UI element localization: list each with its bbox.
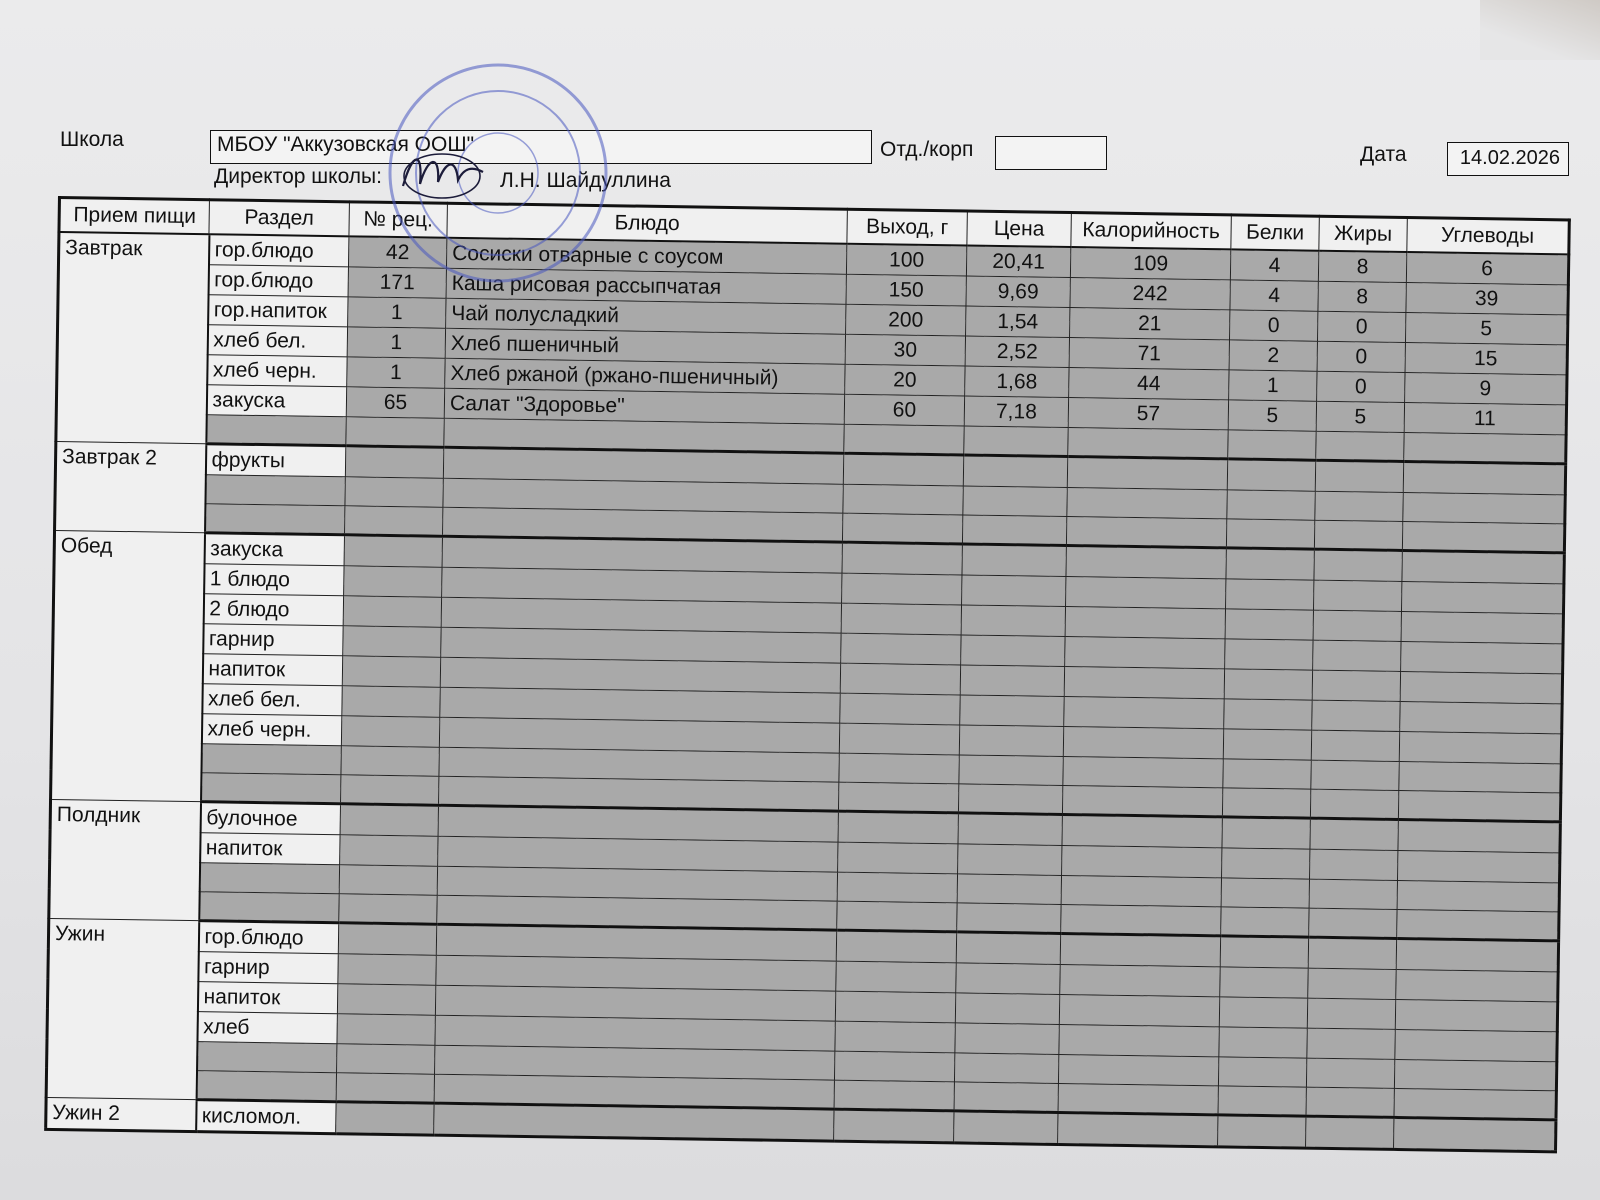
price-cell[interactable]	[964, 425, 1068, 456]
protein-cell[interactable]	[1219, 1026, 1307, 1057]
protein-cell[interactable]	[1220, 935, 1308, 967]
carbs-cell[interactable]	[1397, 909, 1559, 940]
yield-cell[interactable]: 20	[845, 364, 965, 396]
section-cell[interactable]: хлеб бел.	[207, 324, 347, 356]
col-dish-header: Блюдо	[447, 203, 847, 243]
protein-cell[interactable]	[1222, 787, 1310, 817]
carbs-cell[interactable]	[1396, 938, 1558, 971]
fat-cell[interactable]	[1308, 937, 1396, 969]
meal-name-cell: Обед	[51, 530, 205, 801]
protein-cell[interactable]	[1226, 547, 1314, 579]
section-cell[interactable]: гор.напиток	[208, 294, 348, 326]
meal-name-cell: Ужин 2	[46, 1097, 196, 1131]
carbs-cell[interactable]	[1398, 790, 1560, 821]
protein-cell[interactable]	[1222, 847, 1310, 878]
recipe-cell[interactable]	[336, 1072, 434, 1102]
yield-cell[interactable]	[834, 1080, 954, 1111]
fat-cell[interactable]	[1311, 760, 1399, 790]
meal-name-cell: Завтрак 2	[55, 441, 206, 532]
carbs-cell[interactable]	[1394, 1088, 1556, 1119]
protein-cell[interactable]	[1224, 668, 1312, 699]
calories-cell[interactable]	[1060, 964, 1220, 996]
section-cell[interactable]	[205, 503, 345, 534]
protein-cell[interactable]	[1218, 1114, 1306, 1147]
section-cell[interactable]	[206, 414, 346, 445]
dish-cell[interactable]	[434, 1103, 834, 1141]
fat-cell[interactable]	[1306, 1058, 1394, 1088]
director-name: Л.Н. Шайдуллина	[500, 169, 671, 192]
fat-cell[interactable]	[1307, 998, 1395, 1029]
recipe-cell[interactable]	[336, 1101, 434, 1134]
col-yield-header: Выход, г	[847, 209, 967, 245]
school-label: Школа	[60, 128, 124, 151]
price-cell[interactable]	[954, 1110, 1058, 1144]
yield-cell[interactable]	[844, 424, 964, 455]
yield-cell[interactable]: 100	[846, 243, 966, 275]
recipe-cell[interactable]	[346, 416, 444, 446]
yield-cell[interactable]	[837, 901, 957, 932]
yield-cell[interactable]	[835, 1021, 955, 1053]
dept-label: Отд./корп	[880, 138, 974, 161]
yield-cell[interactable]	[834, 1051, 954, 1082]
section-cell[interactable]: хлеб	[197, 1011, 337, 1043]
calories-cell[interactable]	[1058, 1054, 1218, 1085]
price-cell[interactable]	[960, 664, 1064, 696]
calories-cell[interactable]: 109	[1070, 247, 1230, 280]
section-cell[interactable]: хлеб бел.	[202, 683, 342, 715]
fat-cell[interactable]: 0	[1317, 371, 1405, 402]
calories-cell[interactable]	[1063, 726, 1223, 758]
recipe-cell[interactable]	[337, 983, 435, 1014]
dish-cell[interactable]: Хлеб пшеничный	[445, 328, 845, 364]
yield-cell[interactable]	[843, 484, 963, 515]
price-cell[interactable]	[963, 485, 1067, 516]
recipe-cell[interactable]	[341, 745, 439, 775]
paper-corner-shadow	[1480, 0, 1600, 60]
protein-cell[interactable]	[1226, 518, 1314, 548]
carbs-cell[interactable]	[1402, 521, 1564, 552]
section-cell[interactable]	[197, 1041, 337, 1072]
director-label: Директор школы:	[214, 165, 382, 188]
fat-cell[interactable]	[1306, 1116, 1394, 1149]
price-cell[interactable]	[961, 604, 1065, 636]
calories-cell[interactable]	[1062, 814, 1222, 847]
yield-cell[interactable]: 150	[846, 274, 966, 306]
carbs-cell[interactable]	[1394, 1059, 1556, 1090]
section-cell[interactable]: напиток	[197, 981, 337, 1013]
calories-cell[interactable]: 57	[1068, 397, 1228, 429]
section-cell[interactable]: гор.блюдо	[198, 920, 338, 953]
fat-cell[interactable]: 0	[1317, 341, 1405, 372]
protein-cell[interactable]	[1221, 906, 1309, 936]
calories-cell[interactable]	[1062, 845, 1222, 877]
section-cell[interactable]: хлеб черн.	[201, 713, 341, 745]
price-cell[interactable]	[959, 754, 1063, 785]
yield-cell[interactable]	[842, 573, 962, 605]
calories-cell[interactable]	[1066, 576, 1226, 608]
col-meal-header: Прием пищи	[59, 198, 209, 234]
yield-cell[interactable]	[834, 1109, 954, 1143]
recipe-cell[interactable]	[340, 834, 438, 865]
section-cell[interactable]: хлеб черн.	[207, 354, 347, 386]
price-cell[interactable]	[962, 514, 1066, 545]
protein-cell[interactable]	[1227, 458, 1315, 490]
recipe-cell[interactable]	[345, 505, 443, 535]
fat-cell[interactable]	[1310, 818, 1398, 850]
calories-cell[interactable]: 21	[1070, 307, 1230, 339]
fat-cell[interactable]	[1311, 730, 1399, 761]
section-cell[interactable]	[199, 891, 339, 922]
section-cell[interactable]: напиток	[202, 653, 342, 685]
section-cell[interactable]: кисломол.	[196, 1099, 336, 1133]
price-cell[interactable]	[954, 1081, 1058, 1112]
recipe-cell[interactable]	[343, 625, 441, 656]
dish-cell[interactable]: Каша рисовая рассыпчатая	[446, 268, 846, 304]
section-cell[interactable]	[205, 474, 345, 505]
carbs-cell[interactable]: 11	[1404, 402, 1566, 434]
fat-cell[interactable]: 0	[1317, 311, 1405, 342]
calories-cell[interactable]	[1064, 696, 1224, 728]
carbs-cell[interactable]	[1394, 1117, 1556, 1151]
carbs-cell[interactable]	[1395, 999, 1557, 1031]
carbs-cell[interactable]: 15	[1405, 342, 1567, 374]
calories-cell[interactable]	[1062, 785, 1222, 816]
menu-table-wrapper	[44, 196, 1571, 1153]
yield-cell[interactable]	[838, 782, 958, 813]
calories-cell[interactable]	[1058, 1112, 1218, 1146]
menu-table	[44, 196, 1571, 1153]
calories-cell[interactable]	[1061, 904, 1221, 935]
yield-cell[interactable]	[843, 453, 963, 486]
recipe-cell[interactable]	[342, 655, 440, 686]
protein-cell[interactable]: 4	[1230, 279, 1318, 310]
carbs-cell[interactable]: 5	[1405, 312, 1567, 344]
calories-cell[interactable]	[1061, 875, 1221, 906]
protein-cell[interactable]	[1227, 489, 1315, 519]
price-cell[interactable]: 20,41	[966, 245, 1070, 277]
fat-cell[interactable]	[1309, 879, 1397, 909]
yield-cell[interactable]	[835, 991, 955, 1023]
calories-cell[interactable]	[1058, 1083, 1218, 1114]
protein-cell[interactable]: 0	[1230, 309, 1318, 340]
price-cell[interactable]	[961, 634, 1065, 666]
section-cell[interactable]: фрукты	[205, 443, 345, 476]
price-cell[interactable]: 9,69	[966, 275, 1070, 307]
price-cell[interactable]	[958, 843, 1062, 875]
section-cell[interactable]: закуска	[204, 532, 344, 565]
dish-cell[interactable]: Сосиски отварные с соусом	[446, 237, 846, 273]
price-cell[interactable]	[955, 1022, 1059, 1054]
carbs-cell[interactable]	[1395, 1029, 1557, 1061]
fat-cell[interactable]	[1316, 431, 1404, 461]
fat-cell[interactable]	[1310, 789, 1398, 819]
price-cell[interactable]	[957, 902, 1061, 933]
price-cell[interactable]: 7,18	[964, 395, 1068, 427]
price-cell[interactable]	[955, 992, 1059, 1024]
col-price-header: Цена	[967, 211, 1071, 247]
section-cell[interactable]: закуска	[206, 384, 346, 416]
dish-cell[interactable]: Чай полусладкий	[446, 298, 846, 334]
recipe-cell[interactable]: 1	[348, 296, 446, 327]
fat-cell[interactable]	[1308, 968, 1396, 999]
price-cell[interactable]: 1,68	[965, 365, 1069, 397]
fat-cell[interactable]	[1315, 460, 1403, 492]
calories-cell[interactable]	[1060, 933, 1220, 966]
carbs-cell[interactable]	[1402, 550, 1564, 583]
carbs-cell[interactable]	[1401, 611, 1563, 643]
fat-cell[interactable]	[1312, 670, 1400, 701]
calories-cell[interactable]	[1059, 1024, 1219, 1056]
protein-cell[interactable]	[1224, 698, 1312, 729]
yield-cell[interactable]	[840, 663, 960, 695]
yield-cell[interactable]	[836, 930, 956, 963]
calories-cell[interactable]	[1065, 636, 1225, 668]
recipe-cell[interactable]	[341, 715, 439, 746]
col-carbs-header: Углеводы	[1407, 218, 1569, 254]
recipe-cell[interactable]	[343, 595, 441, 626]
carbs-cell[interactable]	[1403, 492, 1565, 523]
section-cell[interactable]: гор.блюдо	[209, 234, 349, 267]
dish-cell[interactable]: Салат "Здоровье"	[444, 388, 844, 424]
protein-cell[interactable]	[1222, 816, 1310, 848]
recipe-cell[interactable]	[344, 565, 442, 596]
yield-cell[interactable]	[842, 513, 962, 544]
price-cell[interactable]: 1,54	[966, 305, 1070, 337]
recipe-cell[interactable]: 65	[346, 386, 444, 417]
recipe-cell[interactable]	[338, 922, 436, 954]
calories-cell[interactable]	[1068, 427, 1228, 458]
section-cell[interactable]: 2 блюдо	[203, 593, 343, 625]
price-cell[interactable]	[958, 783, 1062, 814]
carbs-cell[interactable]: 39	[1406, 282, 1568, 314]
dept-field[interactable]	[995, 136, 1107, 170]
recipe-cell[interactable]	[344, 534, 442, 566]
price-cell[interactable]: 2,52	[965, 335, 1069, 367]
price-cell[interactable]	[957, 873, 1061, 904]
yield-cell[interactable]: 60	[844, 394, 964, 426]
carbs-cell[interactable]: 6	[1406, 252, 1568, 285]
calories-cell[interactable]	[1059, 994, 1219, 1026]
fat-cell[interactable]	[1309, 908, 1397, 938]
recipe-cell[interactable]	[337, 1043, 435, 1073]
recipe-cell[interactable]	[339, 864, 437, 894]
calories-cell[interactable]: 44	[1069, 367, 1229, 399]
meal-name-cell: Ужин	[46, 918, 199, 1099]
price-cell[interactable]	[956, 962, 1060, 994]
calories-cell[interactable]	[1067, 456, 1227, 489]
yield-cell[interactable]	[840, 693, 960, 725]
calories-cell[interactable]	[1067, 487, 1227, 518]
fat-cell[interactable]	[1314, 549, 1402, 581]
carbs-cell[interactable]	[1398, 850, 1560, 882]
section-cell[interactable]	[201, 743, 341, 774]
calories-cell[interactable]: 71	[1069, 337, 1229, 369]
col-section-header: Раздел	[209, 200, 349, 236]
fat-cell[interactable]	[1306, 1087, 1394, 1117]
protein-cell[interactable]: 4	[1230, 249, 1318, 281]
carbs-cell[interactable]	[1401, 641, 1563, 673]
carbs-cell[interactable]	[1399, 731, 1561, 763]
fat-cell[interactable]	[1312, 700, 1400, 731]
recipe-cell[interactable]: 1	[347, 326, 445, 357]
carbs-cell[interactable]	[1400, 701, 1562, 733]
calories-cell[interactable]	[1066, 516, 1226, 547]
carbs-cell[interactable]	[1397, 880, 1559, 911]
yield-cell[interactable]	[837, 872, 957, 903]
fat-cell[interactable]	[1314, 580, 1402, 611]
yield-cell[interactable]	[836, 961, 956, 993]
protein-cell[interactable]	[1223, 758, 1311, 788]
calories-cell[interactable]	[1066, 545, 1226, 578]
yield-cell[interactable]	[842, 542, 962, 575]
recipe-cell[interactable]: 171	[348, 266, 446, 297]
protein-cell[interactable]	[1225, 638, 1313, 669]
price-cell[interactable]	[958, 812, 1062, 845]
price-cell[interactable]	[963, 454, 1067, 487]
recipe-cell[interactable]	[340, 803, 438, 835]
yield-cell[interactable]	[841, 633, 961, 665]
recipe-cell[interactable]: 42	[348, 236, 446, 268]
calories-cell[interactable]	[1064, 666, 1224, 698]
carbs-cell[interactable]	[1401, 581, 1563, 613]
section-cell[interactable]	[196, 1070, 336, 1101]
fat-cell[interactable]	[1307, 1028, 1395, 1059]
calories-cell[interactable]: 242	[1070, 277, 1230, 309]
protein-cell[interactable]: 2	[1229, 339, 1317, 370]
recipe-cell[interactable]	[338, 953, 436, 984]
meal-name-cell: Полдник	[49, 799, 201, 920]
section-cell[interactable]: гор.блюдо	[208, 264, 348, 296]
col-fat-header: Жиры	[1319, 216, 1407, 251]
protein-cell[interactable]	[1223, 728, 1311, 759]
price-cell[interactable]	[962, 543, 1066, 576]
carbs-cell[interactable]	[1404, 432, 1566, 463]
yield-cell[interactable]	[838, 811, 958, 844]
date-field[interactable]: 14.02.2026	[1447, 142, 1569, 176]
recipe-cell[interactable]	[337, 1013, 435, 1044]
protein-cell[interactable]	[1219, 996, 1307, 1027]
price-cell[interactable]	[954, 1052, 1058, 1083]
recipe-cell[interactable]	[342, 685, 440, 716]
carbs-cell[interactable]	[1400, 671, 1562, 703]
protein-cell[interactable]	[1225, 608, 1313, 639]
fat-cell[interactable]	[1313, 640, 1401, 671]
date-label: Дата	[1360, 143, 1407, 166]
dish-cell[interactable]: Хлеб ржаной (ржано-пшеничный)	[445, 358, 845, 394]
yield-cell[interactable]: 200	[846, 304, 966, 336]
col-recipe-header: № рец.	[349, 202, 447, 237]
carbs-cell[interactable]	[1403, 461, 1565, 494]
fat-cell[interactable]	[1314, 520, 1402, 550]
yield-cell[interactable]	[841, 603, 961, 635]
section-cell[interactable]: гарнир	[198, 951, 338, 983]
section-cell[interactable]: гарнир	[203, 623, 343, 655]
carbs-cell[interactable]	[1396, 969, 1558, 1001]
carbs-cell[interactable]	[1398, 819, 1560, 852]
recipe-cell[interactable]	[345, 445, 443, 477]
section-cell[interactable]: напиток	[200, 832, 340, 864]
calories-cell[interactable]	[1063, 756, 1223, 787]
recipe-cell[interactable]	[345, 476, 443, 506]
fat-cell[interactable]	[1313, 610, 1401, 641]
section-cell[interactable]: 1 блюдо	[204, 563, 344, 595]
recipe-cell[interactable]: 1	[347, 356, 445, 387]
yield-cell[interactable]	[839, 723, 959, 755]
fat-cell[interactable]	[1315, 491, 1403, 521]
menu-body	[46, 232, 1569, 1152]
protein-cell[interactable]: 1	[1229, 369, 1317, 400]
recipe-cell[interactable]	[341, 774, 439, 804]
yield-cell[interactable]: 30	[845, 334, 965, 366]
school-name-field[interactable]: МБОУ "Аккузовская ООШ"	[210, 130, 872, 164]
yield-cell[interactable]	[838, 842, 958, 874]
protein-cell[interactable]	[1228, 429, 1316, 459]
protein-cell[interactable]	[1218, 1085, 1306, 1115]
fat-cell[interactable]: 5	[1316, 401, 1404, 432]
calories-cell[interactable]	[1065, 606, 1225, 638]
protein-cell[interactable]	[1221, 877, 1309, 907]
col-calories-header: Калорийность	[1071, 213, 1231, 249]
fat-cell[interactable]: 8	[1318, 281, 1406, 312]
section-cell[interactable]	[199, 862, 339, 893]
price-cell[interactable]	[960, 694, 1064, 726]
protein-cell[interactable]	[1220, 966, 1308, 997]
fat-cell[interactable]	[1310, 849, 1398, 880]
protein-cell[interactable]: 5	[1228, 399, 1316, 430]
price-cell[interactable]	[959, 724, 1063, 756]
section-cell[interactable]	[201, 772, 341, 803]
price-cell[interactable]	[956, 931, 1060, 964]
section-cell[interactable]: булочное	[200, 801, 340, 834]
yield-cell[interactable]	[839, 753, 959, 784]
recipe-cell[interactable]	[339, 893, 437, 923]
carbs-cell[interactable]: 9	[1405, 372, 1567, 404]
fat-cell[interactable]: 8	[1318, 250, 1406, 282]
meal-name-cell: Завтрак	[56, 232, 209, 444]
carbs-cell[interactable]	[1399, 761, 1561, 792]
price-cell[interactable]	[962, 574, 1066, 606]
col-protein-header: Белки	[1231, 215, 1319, 250]
protein-cell[interactable]	[1226, 578, 1314, 609]
protein-cell[interactable]	[1218, 1056, 1306, 1086]
